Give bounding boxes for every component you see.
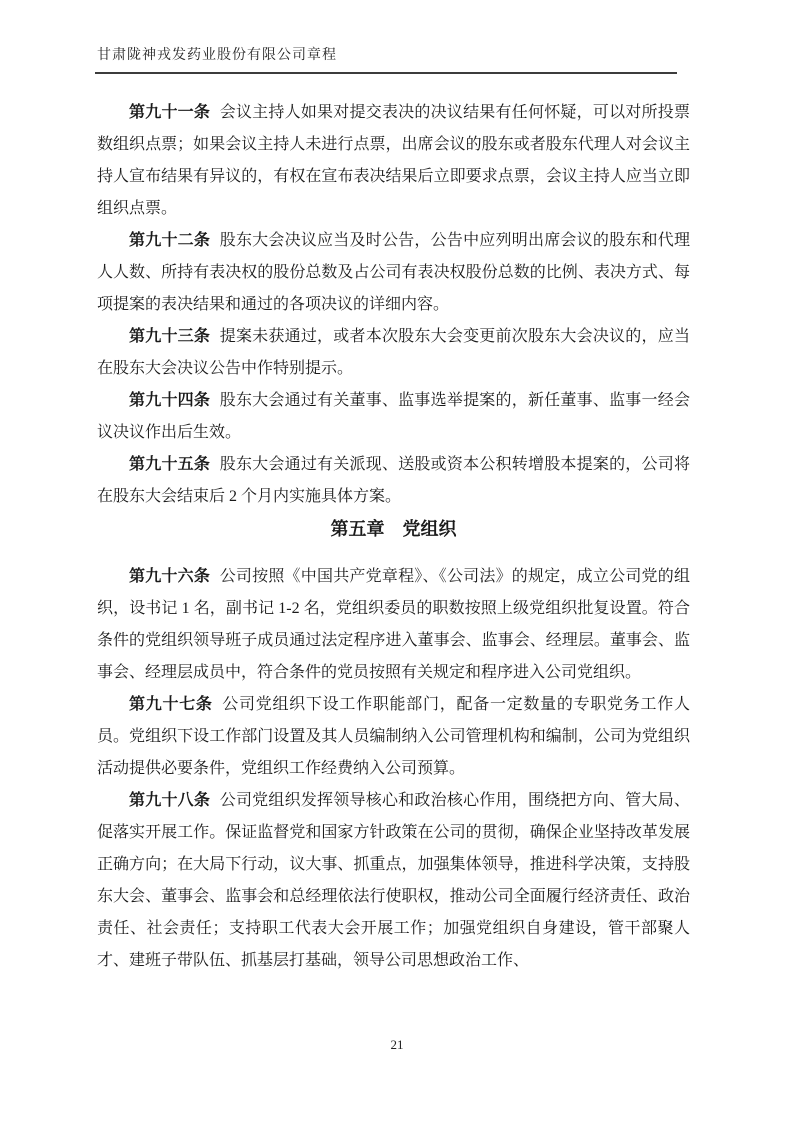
- article-93-text: 提案未获通过，或者本次股东大会变更前次股东大会决议的，应当在股东大会决议公告中作特别提示。: [97, 328, 690, 377]
- article-97-number: 第九十七条: [129, 696, 213, 713]
- page-header: [95, 46, 677, 74]
- document-content: [97, 97, 690, 977]
- article-96-number: 第九十六条: [129, 568, 211, 585]
- article-94-number: 第九十四条: [129, 392, 211, 409]
- article-92: [97, 225, 690, 321]
- article-92-text: 股东大会决议应当及时公告，公告中应列明出席会议的股东和代理人人数、所持有表决权的股份总数及占公司有表决权股份总数的比例、表决方式、每项提案的表决结果和通过的各项决议的详细内容。: [97, 232, 690, 313]
- article-95: [97, 449, 690, 513]
- article-91-number: 第九十一条: [129, 104, 211, 121]
- article-94: [97, 385, 690, 449]
- article-98-text: 公司党组织发挥领导核心和政治核心作用，围绕把方向、管大局、促落实开展工作。保证监督党和国家方针政策在公司的贯彻，确保企业坚持改革发展正确方向；在大局下行动，议大事、抓重点，加强集体领导，推进科学决策，支持股东大会、董事会、监事会和总经理依法行使职权，推动公司全面履行经济责任、政治责任、社会责任；支持职工代表大会开展工作；加强党组织自身建设，管干部聚人才、建班子带队伍、抓基层打基础，领导公司思想政治工作、: [97, 792, 690, 969]
- article-98-number: 第九十八条: [129, 792, 211, 809]
- article-96: [97, 561, 690, 689]
- article-97-text: 公司党组织下设工作职能部门，配备一定数量的专职党务工作人员。党组织下设工作部门设置及其人员编制纳入公司管理机构和编制，公司为党组织活动提供必要条件，党组织工作经费纳入公司预算。: [97, 696, 690, 777]
- page-number: 21: [390, 1037, 404, 1052]
- page-footer: [0, 1036, 794, 1054]
- article-93-number: 第九十三条: [129, 328, 211, 345]
- article-96-text: 公司按照《中国共产党章程》、《公司法》的规定，成立公司党的组织，设书记 1 名，副书记 1-2 名，党组织委员的职数按照上级党组织批复设置。符合条件的党组织领导班子成员通过法定程序进入董事会、监事会、经理层。董事会、监事会、经理层成员中，符合条件的党员按照有关规定和程序进入公司党组织。: [97, 568, 690, 681]
- article-91-text: 会议主持人如果对提交表决的决议结果有任何怀疑，可以对所投票数组织点票；如果会议主持人未进行点票，出席会议的股东或者股东代理人对会议主持人宣布结果有异议的，有权在宣布表决结果后立即要求点票，会议主持人应当立即组织点票。: [97, 104, 690, 217]
- article-97: [97, 689, 690, 785]
- header-title: 甘肃陇神戎发药业股份有限公司章程: [97, 48, 337, 63]
- article-95-text: 股东大会通过有关派现、送股或资本公积转增股本提案的，公司将在股东大会结束后 2 个月内实施具体方案。: [97, 456, 690, 505]
- chapter-heading: 第五章 党组织: [330, 519, 457, 539]
- article-98: [97, 785, 690, 977]
- article-91: [97, 97, 690, 225]
- article-92-number: 第九十二条: [129, 232, 211, 249]
- article-95-number: 第九十五条: [129, 456, 211, 473]
- article-93: [97, 321, 690, 385]
- article-94-text: 股东大会通过有关董事、监事选举提案的，新任董事、监事一经会议决议作出后生效。: [97, 392, 690, 441]
